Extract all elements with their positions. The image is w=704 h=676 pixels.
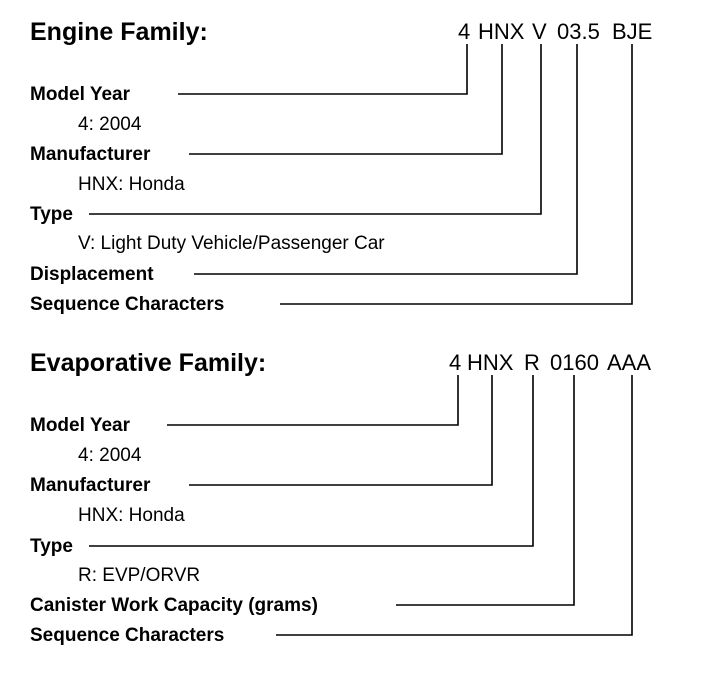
engine-manufacturer-label: Manufacturer — [30, 144, 151, 165]
evap-code-type: R — [524, 350, 540, 375]
evap-sequence-label: Sequence Characters — [30, 625, 225, 646]
engine-sequence-label: Sequence Characters — [30, 294, 225, 315]
evap-code-manufacturer: HNX — [467, 350, 514, 375]
engine-model-year-value: 4: 2004 — [78, 114, 142, 135]
evap-code-canister: 0160 — [550, 350, 599, 375]
engine-manufacturer-value: HNX: Honda — [78, 174, 185, 195]
engine-type-label: Type — [30, 204, 73, 225]
leader-evap-manufacturer — [189, 375, 492, 485]
evap-type-value: R: EVP/ORVR — [78, 565, 201, 586]
evap-manufacturer-label: Manufacturer — [30, 475, 151, 496]
engine-type-value: V: Light Duty Vehicle/Passenger Car — [78, 233, 385, 254]
engine-code-displacement: 03.5 — [557, 19, 600, 44]
leader-engine-manufacturer — [189, 44, 502, 154]
evap-family-heading: Evaporative Family: — [30, 349, 267, 377]
engine-code-type: V — [532, 19, 547, 44]
leader-evap-model-year — [167, 375, 458, 425]
engine-code-sequence: BJE — [612, 19, 653, 44]
leader-engine-sequence — [280, 44, 632, 304]
leader-evap-canister — [396, 375, 574, 605]
evap-code-model-year: 4 — [449, 350, 462, 375]
evap-canister-label: Canister Work Capacity (grams) — [30, 595, 318, 616]
leader-engine-model-year — [178, 44, 467, 94]
evap-type-label: Type — [30, 536, 73, 557]
engine-code-manufacturer: HNX — [478, 19, 525, 44]
engine-model-year-label: Model Year — [30, 84, 130, 105]
evap-code-sequence: AAA — [607, 350, 652, 375]
leader-evap-sequence — [276, 375, 632, 635]
evap-model-year-value: 4: 2004 — [78, 445, 142, 466]
evap-manufacturer-value: HNX: Honda — [78, 505, 185, 526]
engine-family-heading: Engine Family: — [30, 18, 208, 46]
engine-displacement-label: Displacement — [30, 264, 154, 285]
evap-model-year-label: Model Year — [30, 415, 130, 436]
engine-code-model-year: 4 — [458, 19, 471, 44]
